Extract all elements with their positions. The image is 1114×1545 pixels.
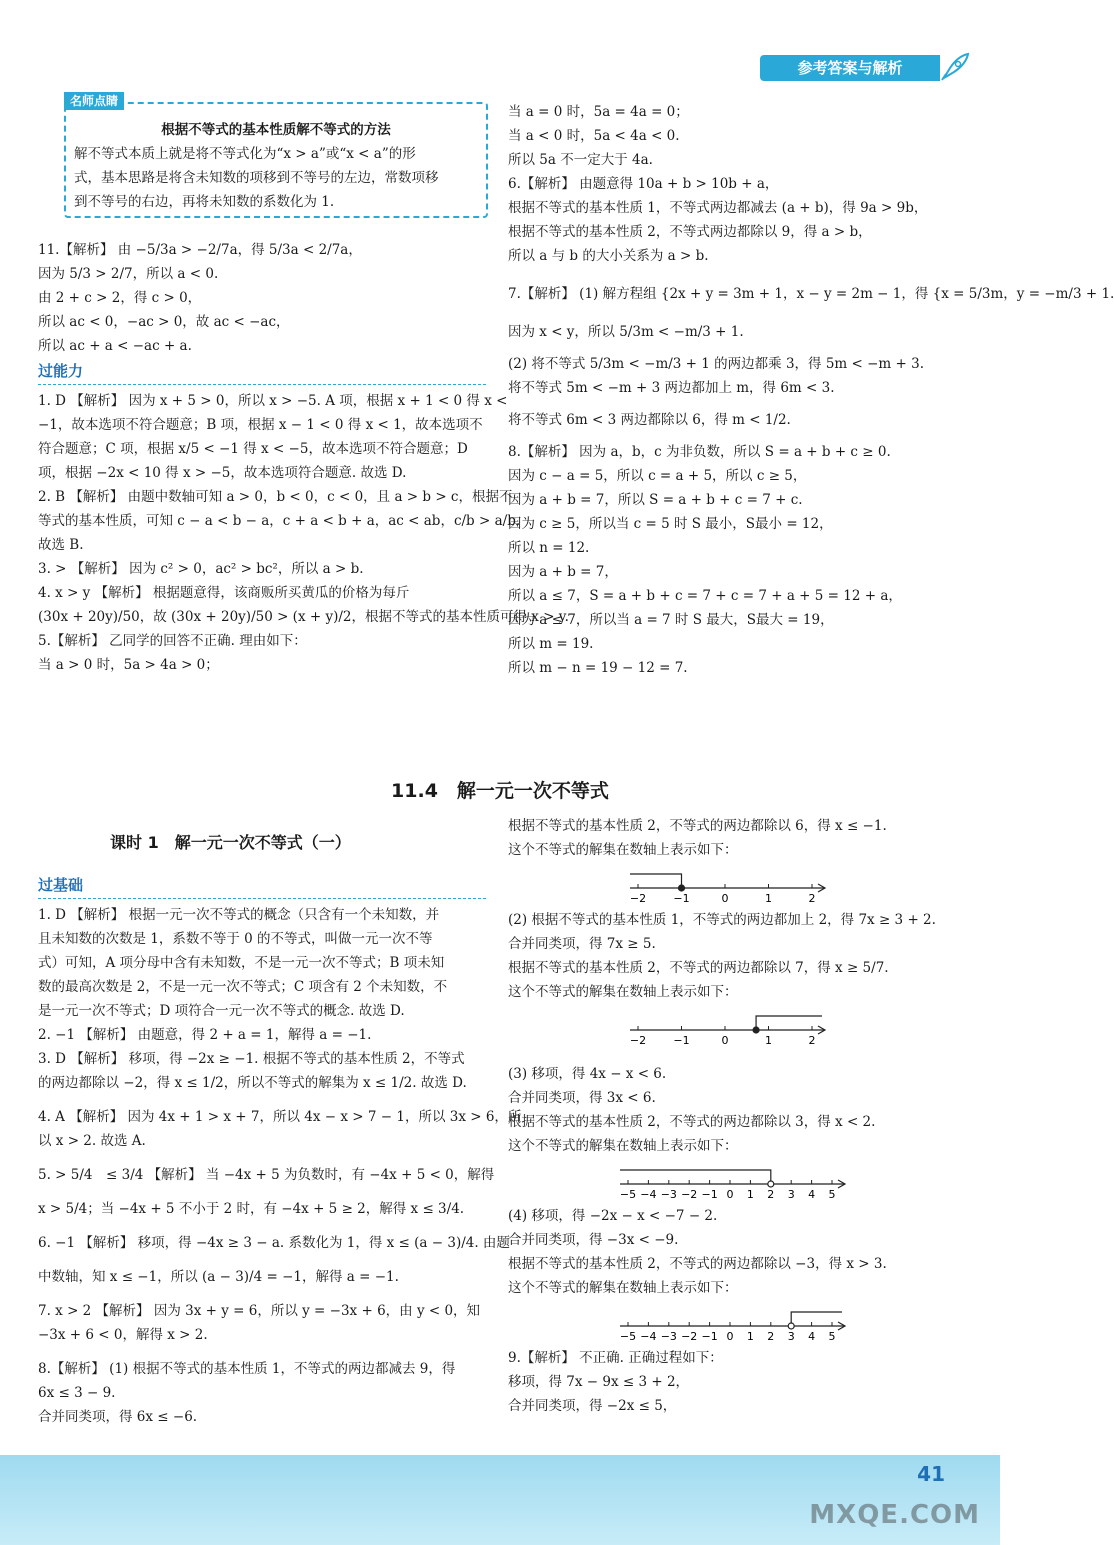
answer-line: 当 a = 0 时，5a = 4a = 0；	[508, 104, 689, 120]
answer-line: 合并同类项，得 3x < 6.	[508, 1090, 656, 1106]
tick-label: −5	[619, 1188, 637, 1201]
tick-label: 1	[765, 1034, 772, 1047]
answer-line: 1. D 【解析】 根据一元一次不等式的概念（只含有一个未知数，并	[38, 907, 440, 923]
right-column-top	[508, 100, 1114, 680]
answer-line: 且未知数的次数是 1，系数不等于 0 的不等式，叫做一元一次不等	[38, 931, 433, 947]
answer-line: 数的最高次数是 2，不是一元一次不等式；C 项含有 2 个未知数，不	[38, 979, 448, 995]
tick-label: 2	[767, 1188, 775, 1201]
answer-line: 根据不等式的基本性质 2，不等式的两边都除以 6，得 x ≤ −1.	[508, 818, 887, 834]
tick-label: 2	[767, 1330, 775, 1343]
solution-ray	[791, 1312, 842, 1326]
tick-label: −2	[629, 1034, 647, 1047]
answer-line: 4. x > y 【解析】 根据题意得，该商贩所买黄瓜的价格为每斤	[38, 585, 410, 601]
boundary-point	[679, 885, 685, 891]
answer-line: 这个不等式的解集在数轴上表示如下：	[508, 984, 738, 1000]
answer-line: 将不等式 5m < −m + 3 两边都加上 m，得 6m < 3.	[508, 380, 835, 396]
answer-line: 根据不等式的基本性质 2，不等式两边都除以 9，得 a > b，	[508, 224, 872, 240]
answer-line: (4) 移项，得 −2x − x < −7 − 2.	[508, 1208, 718, 1224]
answer-line: 5. > 5/4 ≤ 3/4 【解析】 当 −4x + 5 为负数时，有 −4x + 5 < 0，解得	[38, 1167, 495, 1183]
answer-line: (2) 根据不等式的基本性质 1，不等式的两边都加上 2，得 7x ≥ 3 + 2.	[508, 912, 936, 928]
answer-line: 移项，得 7x − 9x ≤ 3 + 2，	[508, 1374, 690, 1390]
answer-line: −3x + 6 < 0，解得 x > 2.	[38, 1327, 208, 1343]
tip-line: 到不等号的右边，再将未知数的系数化为 1.	[74, 194, 335, 210]
answer-line: 所以 5a 不一定大于 4a.	[508, 152, 653, 168]
tick-label: −1	[673, 892, 690, 905]
tick-label: 0	[721, 892, 729, 905]
lesson-title: 课时 1 解一元一次不等式（一）	[110, 833, 351, 852]
answer-line: 合并同类项，得 −2x ≤ 5，	[508, 1398, 677, 1414]
tick-label: −2	[681, 1188, 698, 1201]
answer-line: 3. > 【解析】 因为 c² > 0，ac² > bc²，所以 a > b.	[38, 561, 364, 577]
page-number: 41	[917, 1462, 945, 1486]
tick-label: −3	[660, 1188, 677, 1201]
answer-line: 2. −1 【解析】 由题意，得 2 + a = 1，解得 a = −1.	[38, 1027, 372, 1043]
tick-label: 0	[721, 1034, 729, 1047]
tick-label: 0	[726, 1188, 734, 1201]
tick-label: −1	[701, 1188, 718, 1201]
answer-line: 因为 c − a = 5，所以 c = a + 5，所以 c ≥ 5，	[508, 468, 807, 484]
right-column-bottom	[508, 814, 968, 1418]
rocket-icon	[936, 50, 972, 86]
tip-line: 式，基本思路是将含未知数的项移到不等号的左边，常数项移	[74, 170, 439, 186]
tick-label: 4	[808, 1188, 816, 1201]
answer-line: 4. A 【解析】 因为 4x + 1 > x + 7，所以 4x − x > 7 − 1，所以 3x > 6，所	[38, 1109, 522, 1125]
answer-line: 项，根据 −2x < 10 得 x > −5，故本选项符合题意. 故选 D.	[38, 465, 407, 481]
answer-line: 5.【解析】 乙同学的回答不正确. 理由如下：	[38, 633, 307, 649]
number-line-3	[618, 1162, 848, 1201]
answer-line: 合并同类项，得 7x ≥ 5.	[508, 936, 656, 952]
tick-label: 4	[808, 1330, 816, 1343]
tick-label: 1	[746, 1188, 754, 1201]
tick-label: 2	[808, 892, 816, 905]
answer-line: 所以 a 与 b 的大小关系为 a > b.	[508, 248, 709, 264]
answer-line: 这个不等式的解集在数轴上表示如下：	[508, 1138, 738, 1154]
answer-line: 根据不等式的基本性质 2，不等式的两边都除以 −3，得 x > 3.	[508, 1256, 887, 1272]
answer-line: 是一元一次不等式；D 项符合一元一次不等式的概念. 故选 D.	[38, 1003, 405, 1019]
answer-line: 根据不等式的基本性质 2，不等式的两边都除以 3，得 x < 2.	[508, 1114, 876, 1130]
tick-label: 0	[726, 1330, 734, 1343]
answer-line: 所以 ac + a < −ac + a.	[38, 338, 192, 354]
answer-line: 因为 x < y，所以 5/3m < −m/3 + 1.	[508, 324, 744, 340]
answer-line: 的两边都除以 −2，得 x ≤ 1/2，所以不等式的解集为 x ≤ 1/2. 故选 D.	[38, 1075, 467, 1091]
tip-title: 根据不等式的基本性质解不等式的方法	[161, 122, 391, 138]
watermark: MXQE.COM	[809, 1500, 980, 1530]
answer-line: 根据不等式的基本性质 2，不等式的两边都除以 7，得 x ≥ 5/7.	[508, 960, 889, 976]
answer-line: 等式的基本性质，可知 c − a < b − a，c + a < b + a，ac < ab，c/b > a/b.	[38, 513, 521, 529]
answer-line: −1，故本选项不符合题意；B 项，根据 x − 1 < 0 得 x < 1，故本选项不	[38, 417, 483, 433]
answer-line: 1. D 【解析】 因为 x + 5 > 0，所以 x > −5. A 项，根据 x + 1 < 0 得 x <	[38, 393, 508, 409]
answer-line: 6x ≤ 3 − 9.	[38, 1385, 116, 1401]
tip-body	[66, 142, 486, 214]
answer-line: 7.【解析】 (1) 解方程组 {2x + y = 3m + 1，x − y = 2m − 1，得 {x = 5/3m，y = −m/3 + 1.	[508, 286, 1114, 302]
answer-line: 6. −1 【解析】 移项，得 −4x ≥ 3 − a. 系数化为 1，得 x ≤ (a − 3)/4. 由题	[38, 1235, 510, 1251]
answer-line: 因为 c ≥ 5，所以当 c = 5 时 S 最小，S最小 = 12，	[508, 516, 833, 532]
answer-line: 根据不等式的基本性质 1，不等式两边都减去 (a + b)，得 9a > 9b，	[508, 200, 928, 216]
answer-line: 6.【解析】 由题意得 10a + b > 10b + a，	[508, 176, 779, 192]
left-column-bottom	[38, 872, 522, 1429]
answer-line: 以 x > 2. 故选 A.	[38, 1133, 146, 1149]
number-line-4	[618, 1304, 848, 1343]
tick-label: 5	[828, 1188, 836, 1201]
answer-line: 11.【解析】 由 −5/3a > −2/7a，得 5/3a < 2/7a，	[38, 242, 362, 258]
chapter-title: 11.4 解一元一次不等式	[391, 780, 609, 802]
answer-line: 合并同类项，得 6x ≤ −6.	[38, 1409, 198, 1425]
section-heading-nengli: 过能力	[38, 360, 486, 385]
tick-label: −4	[640, 1330, 657, 1343]
answer-line: 符合题意；C 项，根据 x/5 < −1 得 x < −5，故本选项不符合题意；D	[38, 441, 468, 457]
number-line-2	[628, 1008, 828, 1056]
answer-line: 8.【解析】 (1) 根据不等式的基本性质 1，不等式的两边都减去 9，得	[38, 1361, 456, 1377]
tick-label: −2	[681, 1330, 698, 1343]
boundary-point	[788, 1323, 794, 1329]
tick-label: 2	[808, 1034, 816, 1047]
tick-label: −1	[701, 1330, 718, 1343]
answer-line: 7. x > 2 【解析】 因为 3x + y = 6，所以 y = −3x + 6，由 y < 0，知	[38, 1303, 481, 1319]
tick-label: 3	[787, 1188, 795, 1201]
answer-line: (2) 将不等式 5/3m < −m/3 + 1 的两边都乘 3，得 5m < −m + 3.	[508, 356, 924, 372]
answer-line: 式）可知，A 项分母中含有未知数，不是一元一次不等式；B 项未知	[38, 955, 445, 971]
answer-line: 由 2 + c > 2，得 c > 0，	[38, 290, 202, 306]
answer-line: 2. B 【解析】 由题中数轴可知 a > 0，b < 0，c < 0，且 a > b > c，根据不	[38, 489, 513, 505]
answer-line: 合并同类项，得 −3x < −9.	[508, 1232, 679, 1248]
answer-line: 因为 a ≤ 7，所以当 a = 7 时 S 最大，S最大 = 19，	[508, 612, 834, 628]
tick-label: 5	[828, 1330, 836, 1343]
answer-line: 因为 5/3 > 2/7，所以 a < 0.	[38, 266, 219, 282]
number-line-1	[628, 866, 828, 905]
answer-line: 所以 m − n = 19 − 12 = 7.	[508, 660, 688, 676]
tip-line: 解不等式本质上就是将不等式化为“x > a”或“x < a”的形	[74, 146, 416, 162]
answer-line: 3. D 【解析】 移项，得 −2x ≥ −1. 根据不等式的基本性质 2，不等式	[38, 1051, 465, 1067]
answer-line: 因为 a + b = 7，	[508, 564, 618, 580]
answer-line: 所以 a ≤ 7，S = a + b + c = 7 + c = 7 + a + 5 = 12 + a，	[508, 588, 902, 604]
answer-line: 当 a < 0 时，5a < 4a < 0.	[508, 128, 680, 144]
tick-label: −5	[619, 1330, 637, 1343]
section-heading-jichu: 过基础	[38, 874, 486, 899]
tick-label: 1	[765, 892, 772, 905]
answer-line: 因为 a + b = 7，所以 S = a + b + c = 7 + c.	[508, 492, 803, 508]
answer-line: 所以 m = 19.	[508, 636, 594, 652]
answer-line: 所以 n = 12.	[508, 540, 590, 556]
tick-label: −4	[640, 1188, 657, 1201]
answer-line: 中数轴，知 x ≤ −1，所以 (a − 3)/4 = −1，解得 a = −1.	[38, 1269, 399, 1285]
tick-label: 1	[746, 1330, 754, 1343]
answer-line: 所以 ac < 0，−ac > 0，故 ac < −ac，	[38, 314, 290, 330]
tick-label: −3	[660, 1330, 677, 1343]
answer-line: (3) 移项，得 4x − x < 6.	[508, 1066, 667, 1082]
boundary-point	[768, 1181, 774, 1187]
answer-line: 故选 B.	[38, 537, 84, 553]
answer-line: 8.【解析】 因为 a，b，c 为非负数，所以 S = a + b + c ≥ 0.	[508, 444, 891, 460]
boundary-point	[753, 1027, 759, 1033]
answer-line: x > 5/4；当 −4x + 5 不小于 2 时，有 −4x + 5 ≥ 2，解得 x ≤ 3/4.	[38, 1201, 465, 1217]
tick-label: 3	[787, 1330, 795, 1343]
tick-label: −1	[673, 1034, 690, 1047]
header-tag: 参考答案与解析	[760, 55, 940, 81]
answer-line: 将不等式 6m < 3 两边都除以 6，得 m < 1/2.	[508, 412, 791, 428]
answer-line: 9.【解析】 不正确. 正确过程如下：	[508, 1350, 723, 1366]
answer-line: 当 a > 0 时，5a > 4a > 0；	[38, 657, 219, 673]
tick-label: −2	[629, 892, 647, 905]
answer-line: 这个不等式的解集在数轴上表示如下：	[508, 842, 738, 858]
tip-badge: 名师点睛	[64, 92, 124, 110]
answer-line: 这个不等式的解集在数轴上表示如下：	[508, 1280, 738, 1296]
tip-box	[64, 94, 488, 218]
solution-ray	[620, 1170, 771, 1184]
answer-line: (30x + 20y)/50，故 (30x + 20y)/50 > (x + y)/2，根据不等式的基本性质可得 x > y.	[38, 609, 569, 625]
